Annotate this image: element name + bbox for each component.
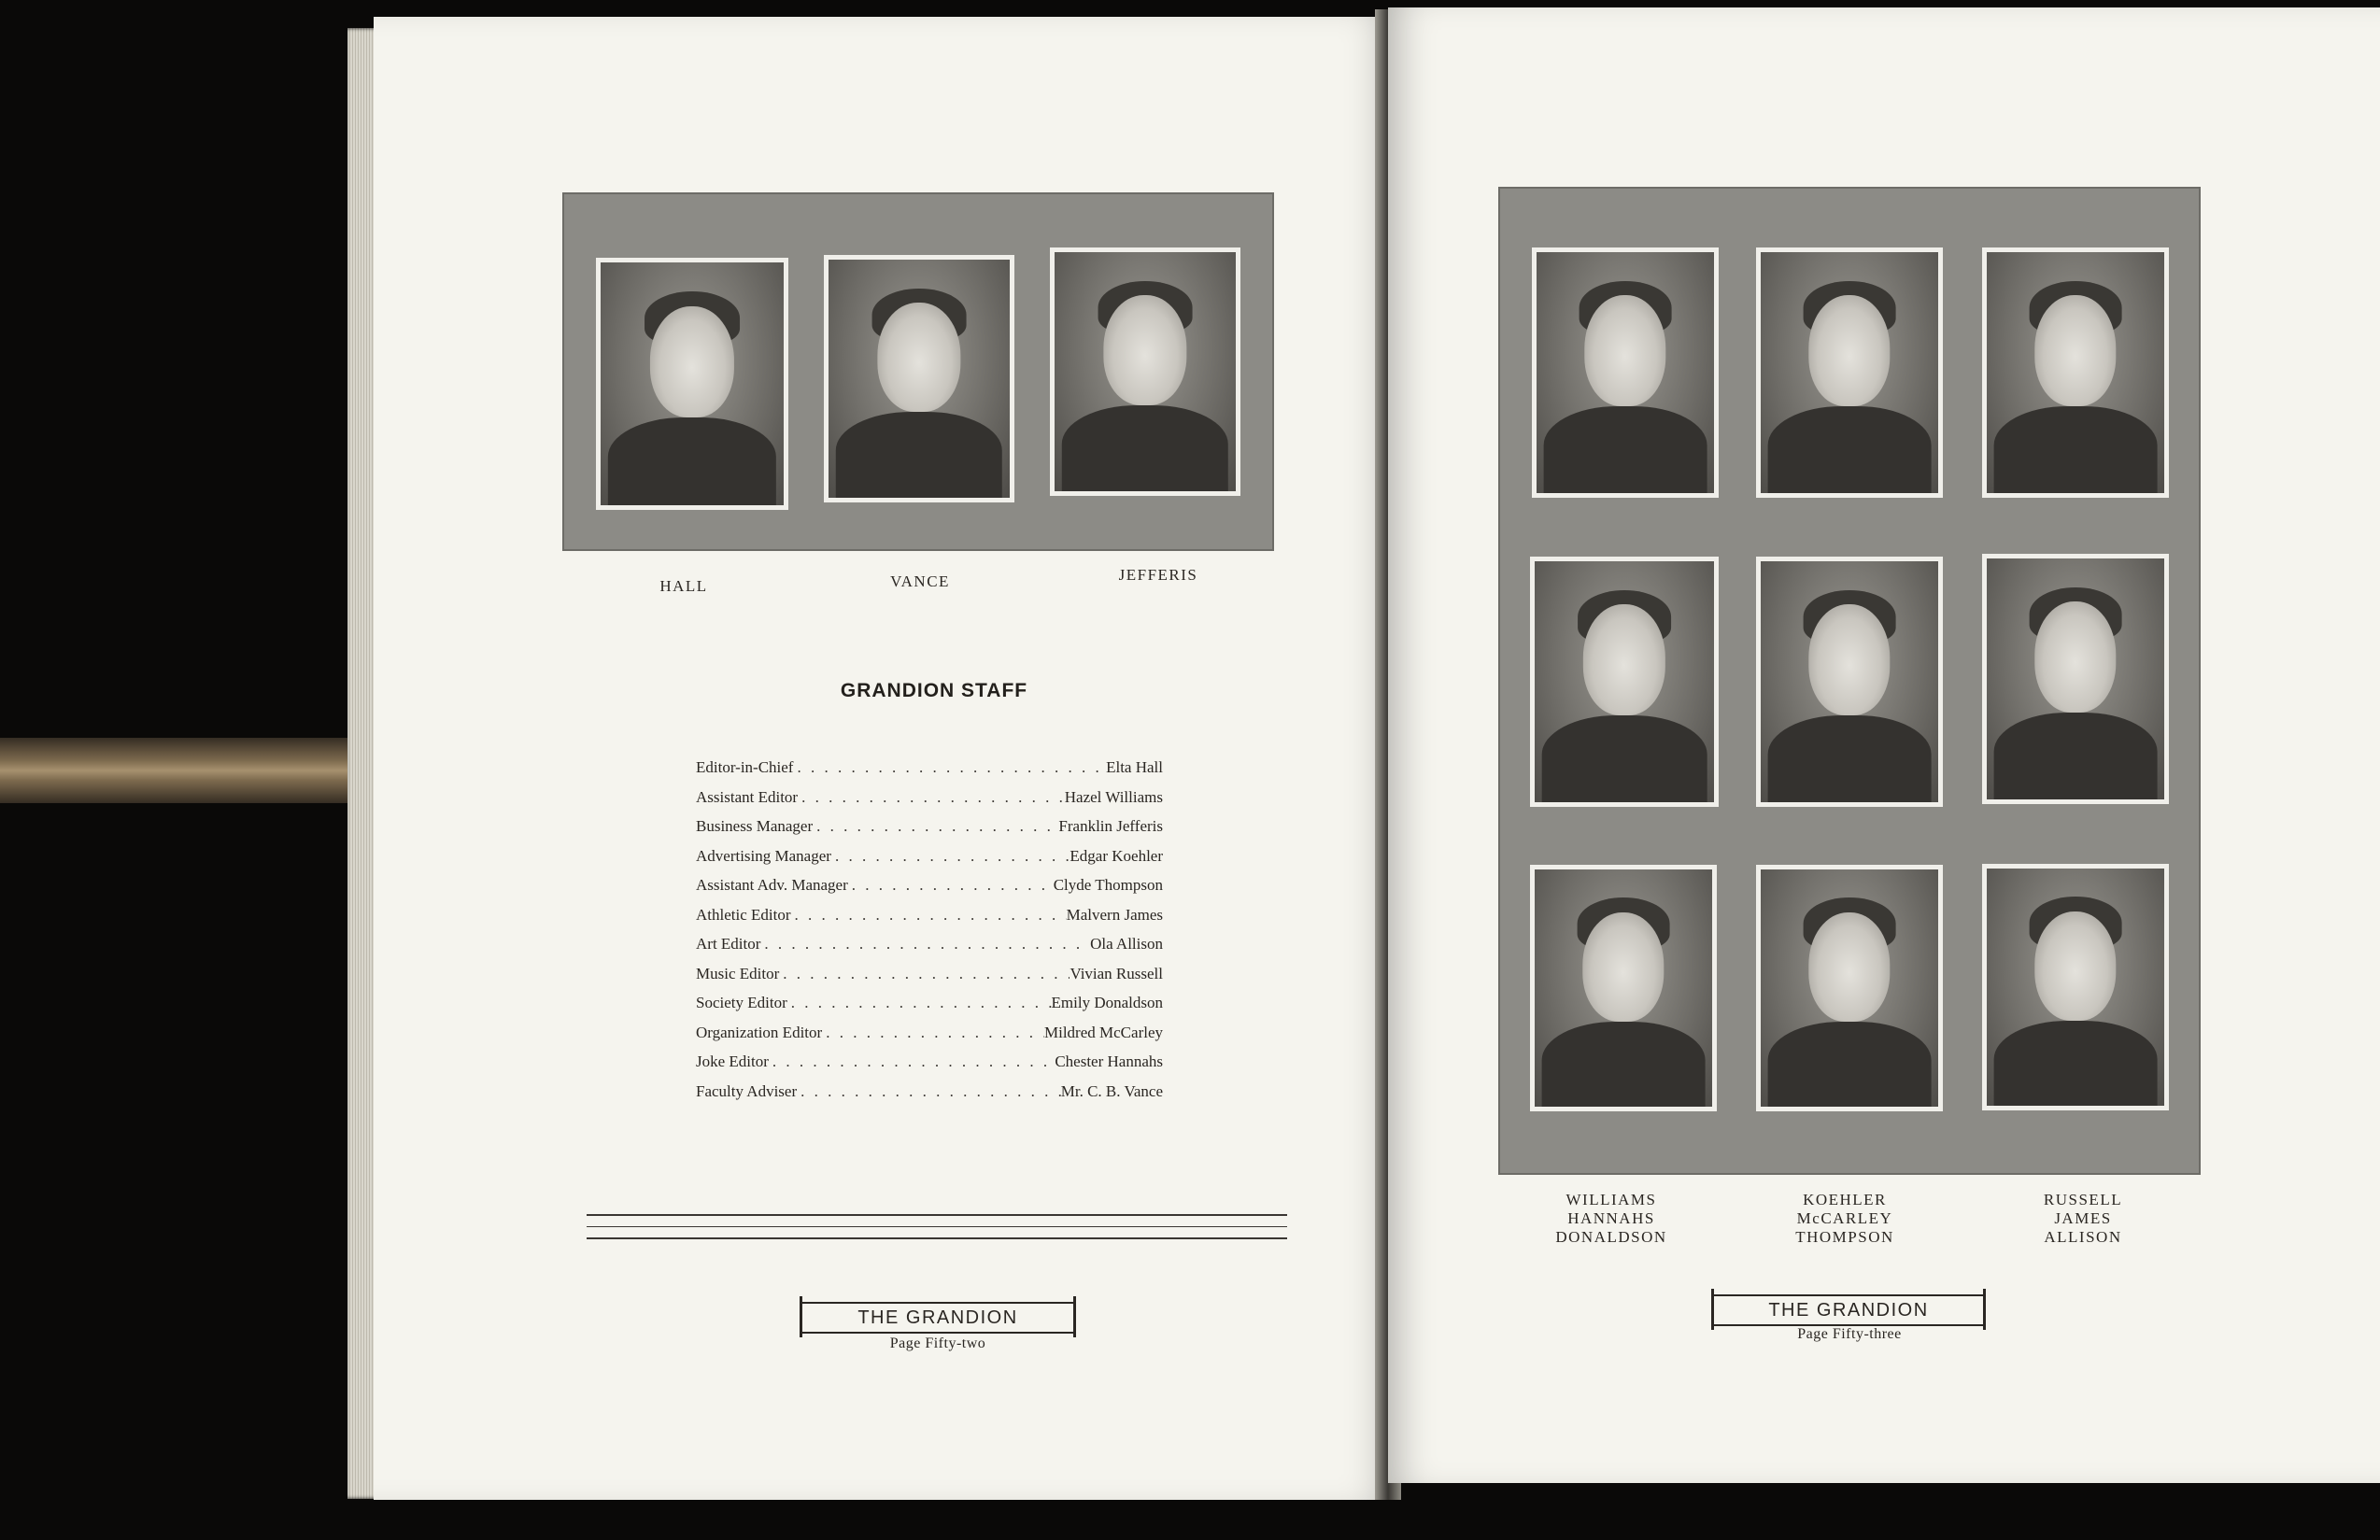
caption-column-3: RUSSELL JAMES ALLISON xyxy=(2043,1191,2123,1246)
portrait-mccarley xyxy=(1756,557,1943,807)
portrait-koehler xyxy=(1756,247,1943,498)
portrait-donaldson xyxy=(1530,865,1717,1111)
caption-jefferis: JEFFERIS xyxy=(1118,566,1198,584)
staff-row: Advertising Manager . . . Edgar Koehler xyxy=(696,841,1163,871)
staff-row: Music Editor . . . Vivian Russell xyxy=(696,959,1163,989)
staff-row: Business Manager . . . Franklin Jefferis xyxy=(696,812,1163,841)
portrait-thompson xyxy=(1756,865,1943,1111)
portrait-russell xyxy=(1982,247,2169,498)
staff-title: GRANDION STAFF xyxy=(840,680,1028,701)
staff-row: Organization Editor . . . Mildred McCarley xyxy=(696,1018,1163,1048)
staff-row: Athletic Editor . . . Malvern James xyxy=(696,900,1163,930)
portrait-james xyxy=(1982,554,2169,804)
page-number-right: Page Fifty-three xyxy=(1797,1326,1902,1342)
portrait-allison xyxy=(1982,864,2169,1110)
staff-row: Assistant Adv. Manager . . . Clyde Thompson xyxy=(696,870,1163,900)
portrait-jefferis xyxy=(1050,247,1240,496)
footer-title-right: THE GRANDION xyxy=(1711,1294,1986,1326)
staff-list xyxy=(696,753,1163,1106)
staff-row: Joke Editor . . . Chester Hannahs xyxy=(696,1047,1163,1077)
caption-vance: VANCE xyxy=(890,572,950,590)
staff-row: Faculty Adviser . . . Mr. C. B. Vance xyxy=(696,1077,1163,1107)
caption-hall: HALL xyxy=(659,577,708,595)
staff-row: Art Editor . . . Ola Allison xyxy=(696,929,1163,959)
caption-column-1: WILLIAMS HANNAHS DONALDSON xyxy=(1555,1191,1667,1246)
caption-column-2: KOEHLER McCARLEY THOMPSON xyxy=(1795,1191,1894,1246)
decorative-rules xyxy=(587,1214,1287,1250)
portrait-hall xyxy=(596,258,788,510)
staff-row: Assistant Editor . . . Hazel Williams xyxy=(696,783,1163,812)
page-number-left: Page Fifty-two xyxy=(889,1335,986,1351)
portrait-vance xyxy=(824,255,1014,502)
portrait-williams xyxy=(1532,247,1719,498)
footer-title-left: THE GRANDION xyxy=(800,1302,1076,1334)
staff-row: Editor-in-Chief . . . Elta Hall xyxy=(696,753,1163,783)
portrait-hannahs xyxy=(1530,557,1719,807)
staff-row: Society Editor . . . Emily Donaldson xyxy=(696,988,1163,1018)
